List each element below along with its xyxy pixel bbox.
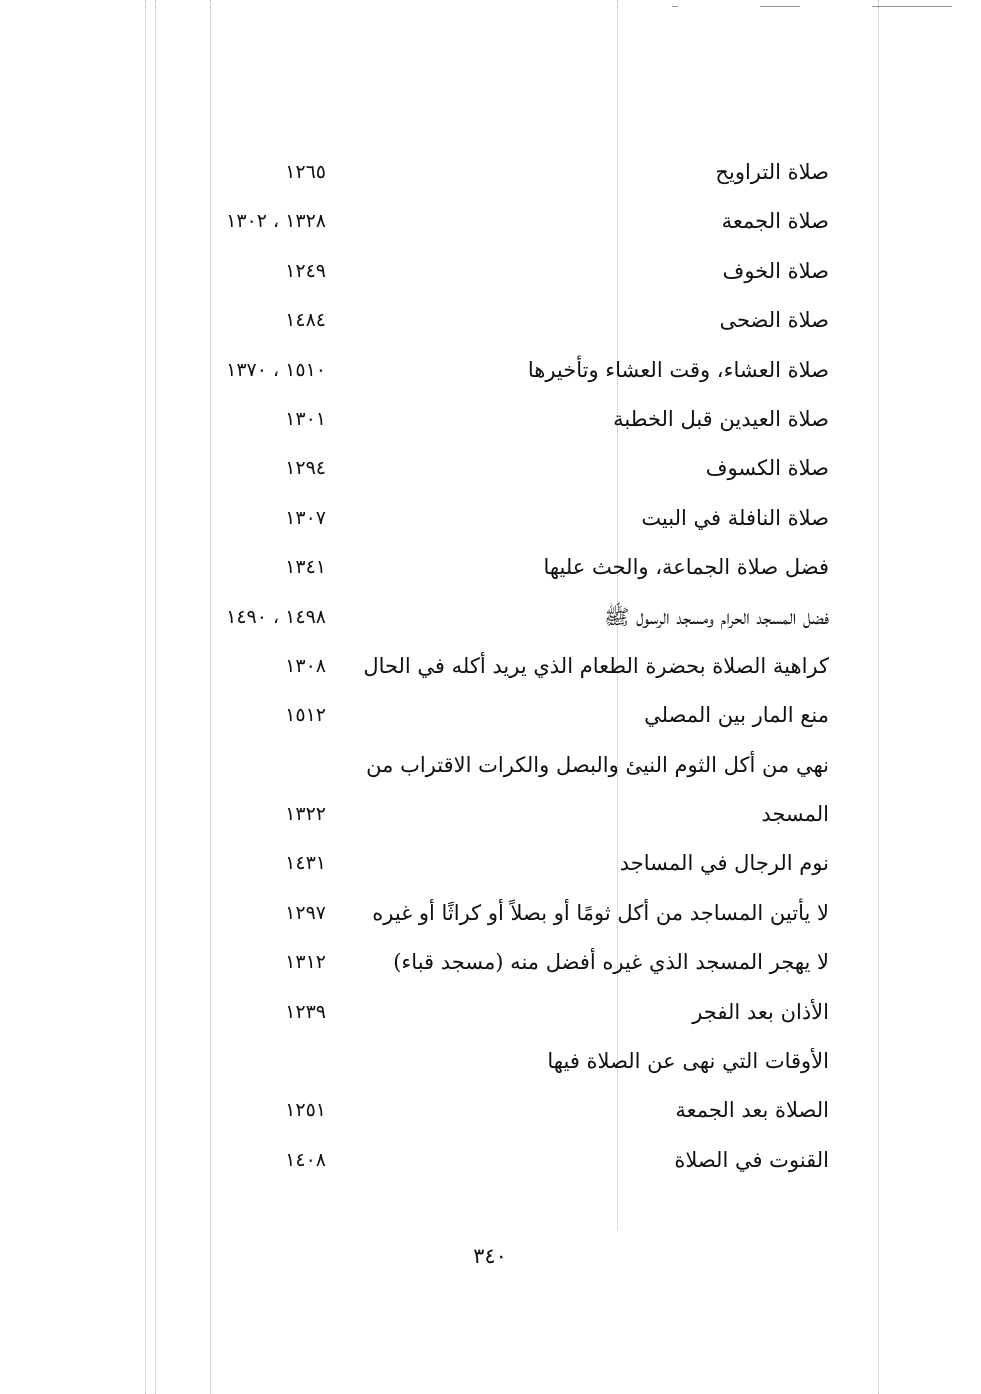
entry-pages: ١٥١٠ ، ١٣٧٠: [226, 358, 326, 381]
entry-pages: ١٢٩٧: [285, 901, 326, 924]
entry-pages: ١٣١٢: [285, 951, 326, 974]
entry-title: صلاة الضحى: [719, 308, 829, 333]
list-item: [0, 1137, 981, 1186]
entry-pages: ١٤٨٤: [285, 309, 326, 332]
entry-title: فضل صلاة الجماعة، والحث عليها: [543, 555, 829, 580]
entry-title: نوم الرجال في المساجد: [619, 851, 829, 876]
entry-title: الأوقات التي نهى عن الصلاة فيها: [547, 1049, 829, 1074]
entry-title: صلاة الكسوف: [705, 456, 829, 481]
entry-title: صلاة الجمعة: [721, 209, 829, 234]
list-item: [0, 297, 981, 346]
list-item: [0, 840, 981, 889]
entry-title: صلاة العشاء، وقت العشاء وتأخيرها: [527, 357, 829, 382]
entry-title: صلاة النافلة في البيت: [641, 505, 829, 530]
list-item: [0, 1038, 981, 1087]
entry-pages: ١٢٩٤: [285, 457, 326, 480]
entry-pages: ١٣٤١: [285, 556, 326, 579]
entry-pages: ١٢٥١: [285, 1099, 326, 1122]
entry-pages: ١٣٠٨: [285, 654, 326, 677]
list-item: [0, 248, 981, 297]
entry-title: نهي من أكل الثوم النيئ والبصل والكرات الاقتراب من: [366, 752, 829, 777]
entry-pages: ١٤٩٨ ، ١٤٩٠: [226, 605, 326, 628]
list-item: [0, 1087, 981, 1136]
page-number: ٣٤٠: [473, 1244, 507, 1268]
entry-title: لا يهجر المسجد الذي غيره أفضل منه (مسجد قباء): [393, 950, 829, 975]
list-item: [0, 445, 981, 494]
entry-pages: ١٣٠١: [285, 407, 326, 430]
entry-pages: ١٢٤٩: [285, 259, 326, 282]
list-item: [0, 594, 981, 643]
entry-title: صلاة التراويح: [715, 160, 829, 184]
entry-title: فضل المسجد الحرام ومسجد الرسول ﷺ: [604, 604, 829, 629]
entry-title: القنوت في الصلاة: [674, 1147, 829, 1172]
entry-pages: ١٣٢٨ ، ١٣٠٢: [226, 210, 326, 233]
list-item: [0, 198, 981, 247]
list-item: [0, 495, 981, 544]
entry-pages: ١٣٠٧: [285, 506, 326, 529]
list-item: [0, 149, 981, 198]
entry-pages: ١٢٦٥: [285, 161, 326, 183]
scan-artifact: [760, 6, 800, 7]
entry-title: الصلاة بعد الجمعة: [675, 1098, 829, 1123]
list-item: [0, 742, 981, 791]
list-item: [0, 890, 981, 939]
list-item: [0, 544, 981, 593]
entry-pages: ١٢٣٩: [285, 1000, 326, 1023]
list-item: [0, 396, 981, 445]
entry-pages: ١٤٣١: [285, 852, 326, 875]
entry-title: الأذان بعد الفجر: [692, 999, 829, 1024]
list-item: [0, 791, 981, 840]
scan-artifact: [872, 6, 952, 7]
entry-pages: ١٥١٢: [285, 704, 326, 727]
entry-title: كراهية الصلاة بحضرة الطعام الذي يريد أكله في الحال: [363, 653, 829, 678]
list-item: [0, 939, 981, 988]
entry-title: المسجد: [761, 802, 829, 827]
entry-title: صلاة العيدين قبل الخطبة: [613, 406, 829, 431]
list-item: [0, 692, 981, 741]
list-item: [0, 989, 981, 1038]
index-list: [0, 149, 981, 1186]
entry-pages: ١٣٢٢: [285, 803, 326, 826]
entry-title: منع المار بين المصلي: [644, 703, 829, 728]
scan-artifact: [672, 6, 678, 7]
entry-title: لا يأتين المساجد من أكل ثومًا أو بصلاً أو كراثًا أو غيره: [372, 900, 829, 925]
list-item: [0, 643, 981, 692]
entry-title: صلاة الخوف: [722, 258, 829, 283]
entry-pages: ١٤٠٨: [285, 1148, 326, 1171]
list-item: [0, 347, 981, 396]
